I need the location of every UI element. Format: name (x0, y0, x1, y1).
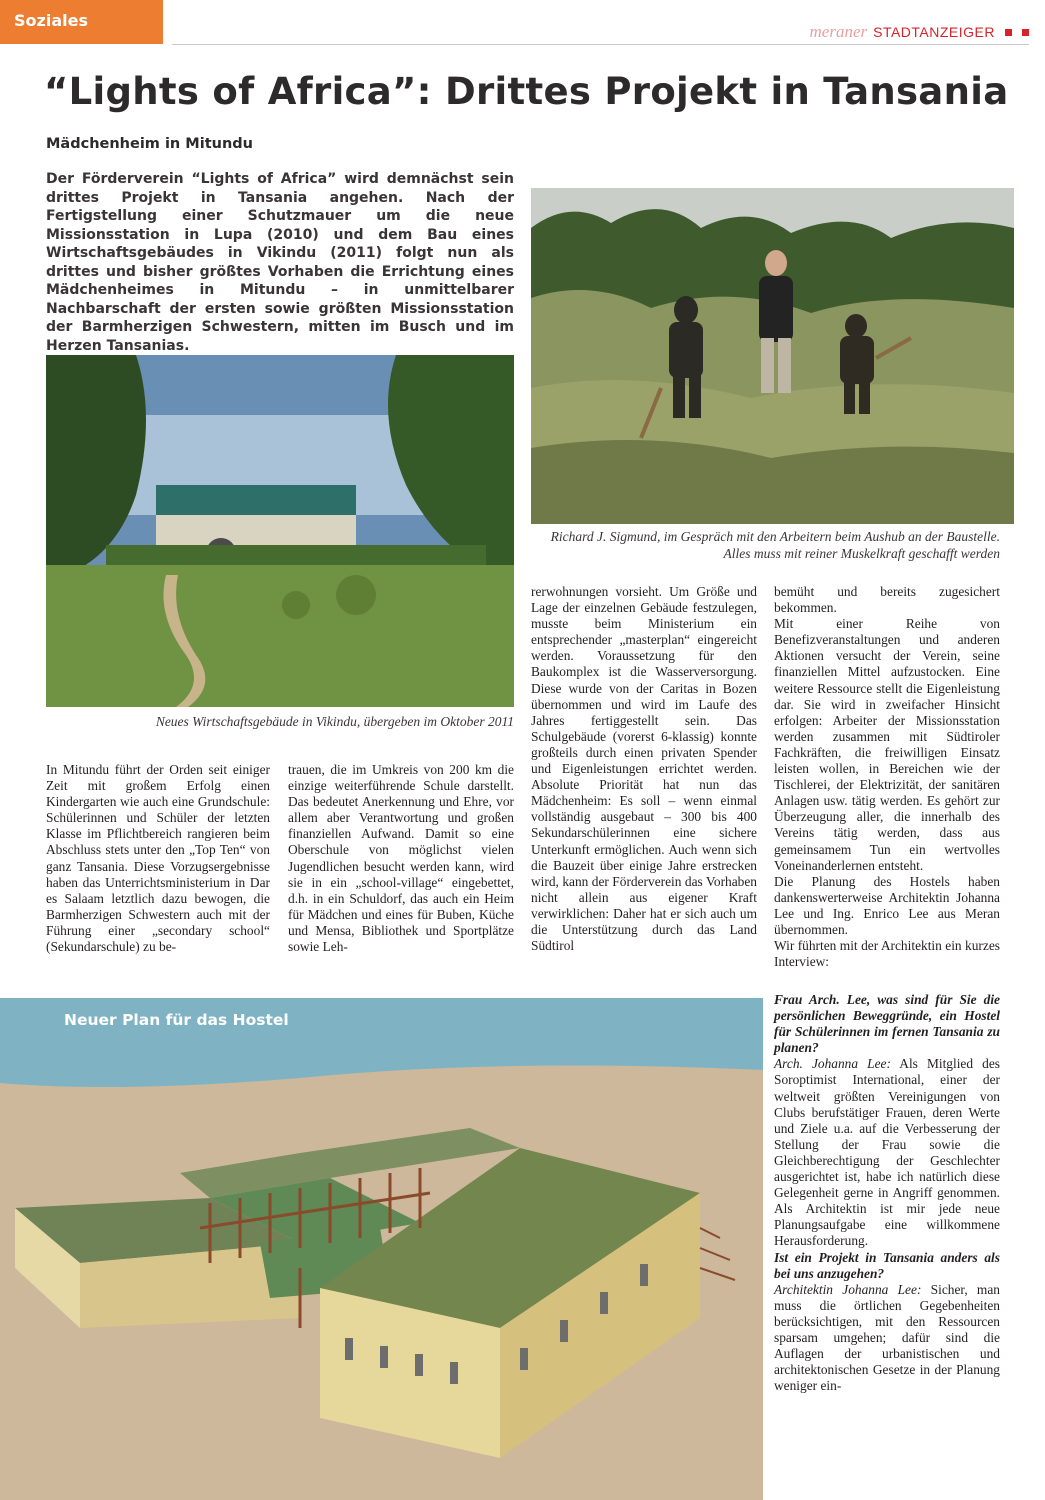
body-paragraph: bemüht und bereits zugesichert bekommen. (774, 584, 1000, 616)
body-column-2 (288, 762, 514, 955)
body-paragraph: rerwohnungen vorsieht. Um Größe und Lage der einzelnen Gebäude festzulegen, musste beim Ministerium ein entsprechender „masterplan“ eingereicht werden. Voraussetzung für den Baukomplex ist die Wasserversorgung. Diese wurde von der Caritas in Bozen übernommen und wird im Laufe des Jahres fertiggestellt sein. Das Schulgebäude (vorerst 6-klassig) konnte großteils durch einen privaten Spender und Eigenleistungen errichtet werden. Absolute Priorität hat nun das Mädchenheim: Es soll – wenn einmal vollständig ausgebaut – 300 bis 400 Sekundarschülerinnen eine sichere Unterkunft ermöglichen. Auch wenn sich die Bauzeit über einige Jahre erstrecken wird, kann der Förderverein das Vorhaben nicht allein aus eigener Kraft verwirklichen: Daher hat er sich auch um die Unterstützung durch das Land Südtirol (531, 584, 757, 954)
interview-answer (774, 1056, 1000, 1249)
body-paragraph: Wir führten mit der Architektin ein kurzes Interview: (774, 938, 1000, 970)
section-tab (0, 0, 163, 44)
body-column-4 (774, 584, 1000, 970)
brand-name-part2: STADTANZEIGER (873, 24, 995, 40)
photo-workers (531, 188, 1014, 524)
interview-column (774, 992, 1000, 1394)
article-title: “Lights of Africa”: Drittes Projekt in Tansania (44, 70, 1009, 113)
photo-building (46, 355, 514, 707)
plan-title: Neuer Plan für das Hostel (64, 1011, 289, 1029)
section-label: Soziales (14, 11, 88, 30)
body-paragraph: Mit einer Reihe von Benefizveranstaltungen und anderen Aktionen versucht der Verein, seine finanziellen Mittel aufzustocken. Eine weitere Ressource stellt die Eigenleistung dar. Sie wird in zweifacher Hinsicht erfolgen: Arbeiter der Missionsstation werden zusammen mit Südtiroler Fachkräften, die freiwilligen Einsatz leisten wollen, in Bereichen wie der Tischlerei, der Elektrizität, der sanitären Anlagen usw. tätig werden. Es gehört zur Überzeugung aller, die innerhalb des Vereins tätig werden, dass aus gemeinsamem Tun ein wertvolles Voneinanderlernen entsteht. (774, 616, 1000, 873)
article-subtitle: Mädchenheim in Mitundu (46, 136, 253, 152)
interview-question: Frau Arch. Lee, was sind für Sie die persönlichen Beweggründe, ein Hostel für Schülerinnen im fernen Tansania zu planen? (774, 992, 1000, 1056)
caption-workers: Richard J. Sigmund, im Gespräch mit den Arbeitern beim Aushub an der Baustelle. Alles muss mit reiner Muskelkraft geschafft werden (550, 529, 1000, 561)
caption-building: Neues Wirtschaftsgebäude in Vikindu, übergeben im Oktober 2011 (155, 714, 514, 729)
body-paragraph: Die Planung des Hostels haben dankenswerterweise Architektin Johanna Lee und Ing. Enrico Lee aus Meran übernommen. (774, 873, 1000, 937)
interview-question: Ist ein Projekt in Tansania anders als bei uns anzugehen? (774, 1249, 1000, 1281)
masthead (810, 22, 1030, 42)
interview-speaker: Arch. Johanna Lee: (774, 1056, 891, 1072)
brand-name-part1: meraner (809, 22, 868, 41)
brand-square-icon (1005, 29, 1012, 36)
interview-speaker: Architektin Johanna Lee: (774, 1281, 922, 1297)
header-rule (172, 44, 1029, 45)
interview-answer-text: Sicher, man muss die örtlichen Gegebenheiten berücksichtigen, mit den Ressourcen sparsam umgehen; dafür sind die Auflagen der urbanistischen und architektonischen Gesetze in der Planung weniger ein- (774, 1281, 1000, 1394)
body-column-1 (46, 762, 270, 955)
brand-square-icon (1022, 29, 1029, 36)
body-paragraph: In Mitundu führt der Orden seit einiger Zeit mit großem Erfolg einen Kindergarten wie auch eine Grundschule: Schülerinnen und Schüler der letzten Klasse im Pflichtbereich rangieren beim Abschluss stets unter den „Top Ten“ von ganz Tansania. Diese Vorzugsergebnisse haben das Unterrichtsministerium in Dar es Salaam letztlich dazu bewogen, die Barmherzigen Schwestern auch mit der Führung einer „secondary school“ (Sekundarschule) zu be- (46, 762, 270, 955)
body-column-3 (531, 584, 757, 954)
hostel-plan-rendering (0, 998, 763, 1500)
interview-answer-text: Als Mitglied des Soroptimist International, einer der weltweit größten Vereinigungen von Clubs berufstätiger Frauen, deren Werte und Ziele u.a. auf die Verbesserung der Stellung der Frau sowie die Gleichberechtigung der Geschlechter ausgerichtet ist, habe ich natürlich diese Gelegenheit gerne in Angriff genommen. Als Architektin ist mir jede neue Planungsaufgabe eine willkommene Herausforderung. (774, 1056, 1000, 1249)
interview-answer (774, 1282, 1000, 1395)
article-lead: Der Förderverein “Lights of Africa” wird demnächst sein drittes Projekt in Tansania angehen. Nach der Fertigstellung einer Schutzmauer um die neue Missionsstation in Lupa (2010) und dem Bau eines Wirtschaftsgebäudes in Vikindu (2011) folgt nun als drittes und bisher größtes Vorhaben die Errichtung eines Mädchenheimes in Mitundu – in unmittelbarer Nachbarschaft der ersten sowie größten Missionsstation der Barmherzigen Schwestern, mitten im Busch und im Herzen Tansanias. (46, 171, 514, 354)
body-paragraph: trauen, die im Umkreis von 200 km die einzige weiterführende Schule darstellt. Das bedeutet Anerkennung und Ehre, vor allem aber Verantwortung und großen finanziellen Aufwand. Damit so eine Oberschule von möglichst vielen Jugendlichen besucht werden kann, wird sie in ein „school-village“ eingebettet, d.h. in ein Schuldorf, das auch ein Heim für Mädchen und eines für Buben, Küche und Mensa, Bibliothek und Sportplätze sowie Leh- (288, 762, 514, 955)
